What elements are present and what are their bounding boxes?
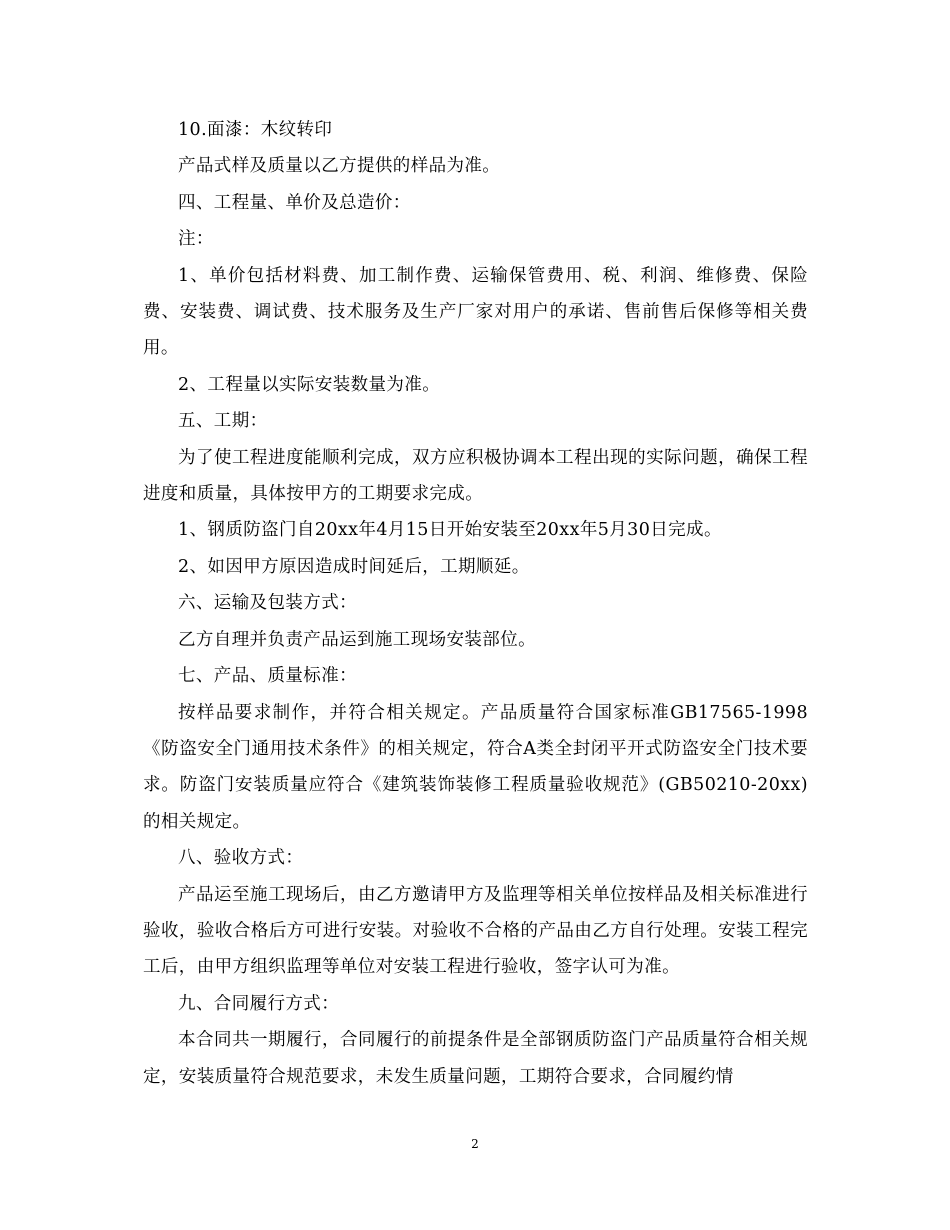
document-body [143, 112, 808, 1095]
paragraph-unit-price-note: 1、单价包括材料费、加工制作费、运输保管费用、税、利润、维修费、保险费、安装费、调试费、技术服务及生产厂家对用户的承诺、售前售后保修等相关费用。 [143, 265, 808, 359]
paragraph-delay-clause: 2、如因甲方原因造成时间延后，工期顺延。 [178, 556, 530, 577]
section-heading-quantity-price: 四、工程量、单价及总造价： [178, 192, 411, 213]
paragraph-quality-standard: 按样品要求制作，并符合相关规定。产品质量符合国家标准GB17565-1998《防盗安全门通用技术条件》的相关规定，符合A类全封闭平开式防盗安全门技术要求。防盗门安装质量应符合《建筑装饰装修工程质量验收规范》(GB50210-20xx)的相关规定。 [143, 702, 808, 832]
section-heading-transport: 六、运输及包装方式： [178, 593, 357, 614]
section-heading-quality-standard: 七、产品、质量标准： [178, 666, 357, 687]
section-heading-performance: 九、合同履行方式： [178, 993, 340, 1014]
paragraph-finish-coat: 10.面漆：木纹转印 [178, 120, 333, 140]
paragraph-performance: 本合同共一期履行，合同履行的前提条件是全部钢质防盗门产品质量符合相关规定，安装质量符合规范要求，未发生质量问题，工期符合要求，合同履约情 [143, 1030, 808, 1087]
paragraph-transport: 乙方自理并负责产品运到施工现场安装部位。 [178, 629, 536, 650]
paragraph-acceptance: 产品运至施工现场后，由乙方邀请甲方及监理等相关单位按样品及相关标准进行验收，验收合格后方可进行安装。对验收不合格的产品由乙方自行处理。安装工程完工后，由甲方组织监理等单位对安装工程进行验收，签字认可为准。 [143, 884, 808, 978]
page-number: 2 [471, 1137, 479, 1151]
section-heading-acceptance: 八、验收方式： [178, 848, 304, 869]
paragraph-note-label: 注： [178, 229, 214, 250]
paragraph-install-dates: 1、钢质防盗门自20xx年4月15日开始安装至20xx年5月30日完成。 [178, 520, 722, 541]
paragraph-quantity-note: 2、工程量以实际安装数量为准。 [178, 374, 441, 395]
paragraph-schedule-intro: 为了使工程进度能顺利完成，双方应积极协调本工程出现的实际问题，确保工程进度和质量，具体按甲方的工期要求完成。 [143, 447, 808, 505]
section-heading-schedule: 五、工期： [178, 411, 268, 432]
paragraph-sample-standard: 产品式样及质量以乙方提供的样品为准。 [178, 156, 501, 177]
